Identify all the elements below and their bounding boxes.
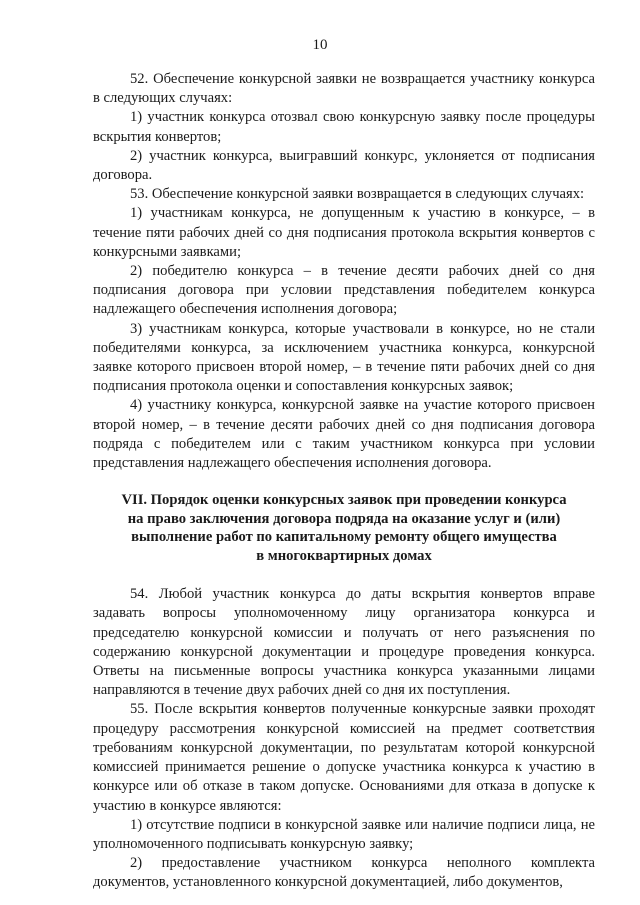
- paragraph-54: 54. Любой участник конкурса до даты вскрытия конвертов вправе задавать вопросы уполномоченному лицу организатора конкурса и председателю конкурсной комиссии и получать от него разъяснения по содержанию конкурсной документации и процедуре проведения конкурса. Ответы на письменные вопросы участника конкурса указанными лицами направляются в течение двух рабочих дней со дня их поступления.: [93, 586, 595, 699]
- paragraph-53: 53. Обеспечение конкурсной заявки возвращается в следующих случаях:: [130, 186, 585, 203]
- paragraph-52-item-1: 1) участник конкурса отозвал свою конкурсную заявку после процедуры вскрытия конвертов;: [93, 109, 595, 145]
- paragraph-53-item-4: 4) участнику конкурса, конкурсной заявке на участие которого присвоен второй номер, – в течение десяти рабочих дней со дня подписания договора подряда с победителем или с таким участником конкурса при условии представления надлежащего обеспечения исполнения договора.: [93, 397, 595, 472]
- section-heading-vii: [93, 491, 595, 565]
- paragraph-52: 52. Обеспечение конкурсной заявки не возвращается участнику конкурса в следующих случаях:: [93, 71, 595, 107]
- heading-line-1: VII. Порядок оценки конкурсных заявок при проведении конкурса: [121, 492, 567, 509]
- paragraph-55: 55. После вскрытия конвертов полученные конкурсные заявки проходят процедуру рассмотрения конкурсной комиссией на предмет соответствия требованиям конкурсной документации, по результатам которой конкурсной комиссией принимается решение о допуске участника конкурса к участию в конкурсе или об отказе в таком допуске. Основаниями для отказа в допуске к участию в конкурсе являются:: [93, 701, 595, 814]
- paragraph-55-item-2: 2) предоставление участником конкурса неполного комплекта документов, установленного конкурсной документацией, либо документов,: [93, 855, 595, 891]
- paragraph-53-item-2: 2) победителю конкурса – в течение десяти рабочих дней со дня подписания договора при условии представления победителем конкурса надлежащего обеспечения исполнения договора;: [93, 263, 595, 318]
- heading-line-3: выполнение работ по капитальному ремонту общего имущества: [131, 529, 557, 546]
- heading-line-4: в многоквартирных домах: [256, 547, 432, 564]
- page-number: 10: [312, 37, 328, 53]
- paragraph-53-item-3: 3) участникам конкурса, которые участвовали в конкурсе, но не стали победителями конкурса, за исключением участника конкурса, конкурсной заявке которого присвоен второй номер, – в течение пяти рабочих дней со дня подписания протокола оценки и сопоставления конкурсных заявок;: [93, 320, 595, 395]
- paragraph-55-item-1: 1) отсутствие подписи в конкурсной заявке или наличие подписи лица, не уполномоченного подписывать конкурсную заявку;: [93, 816, 595, 852]
- paragraph-53-item-1: 1) участникам конкурса, не допущенным к участию в конкурсе, – в течение пяти рабочих дней со дня подписания протокола вскрытия конвертов с конкурсными заявками;: [93, 205, 595, 260]
- document-body: [93, 70, 595, 893]
- heading-line-2: на право заключения договора подряда на оказание услуг и (или): [127, 510, 561, 527]
- paragraph-52-item-2: 2) участник конкурса, выигравший конкурс, уклоняется от подписания договора.: [93, 147, 595, 184]
